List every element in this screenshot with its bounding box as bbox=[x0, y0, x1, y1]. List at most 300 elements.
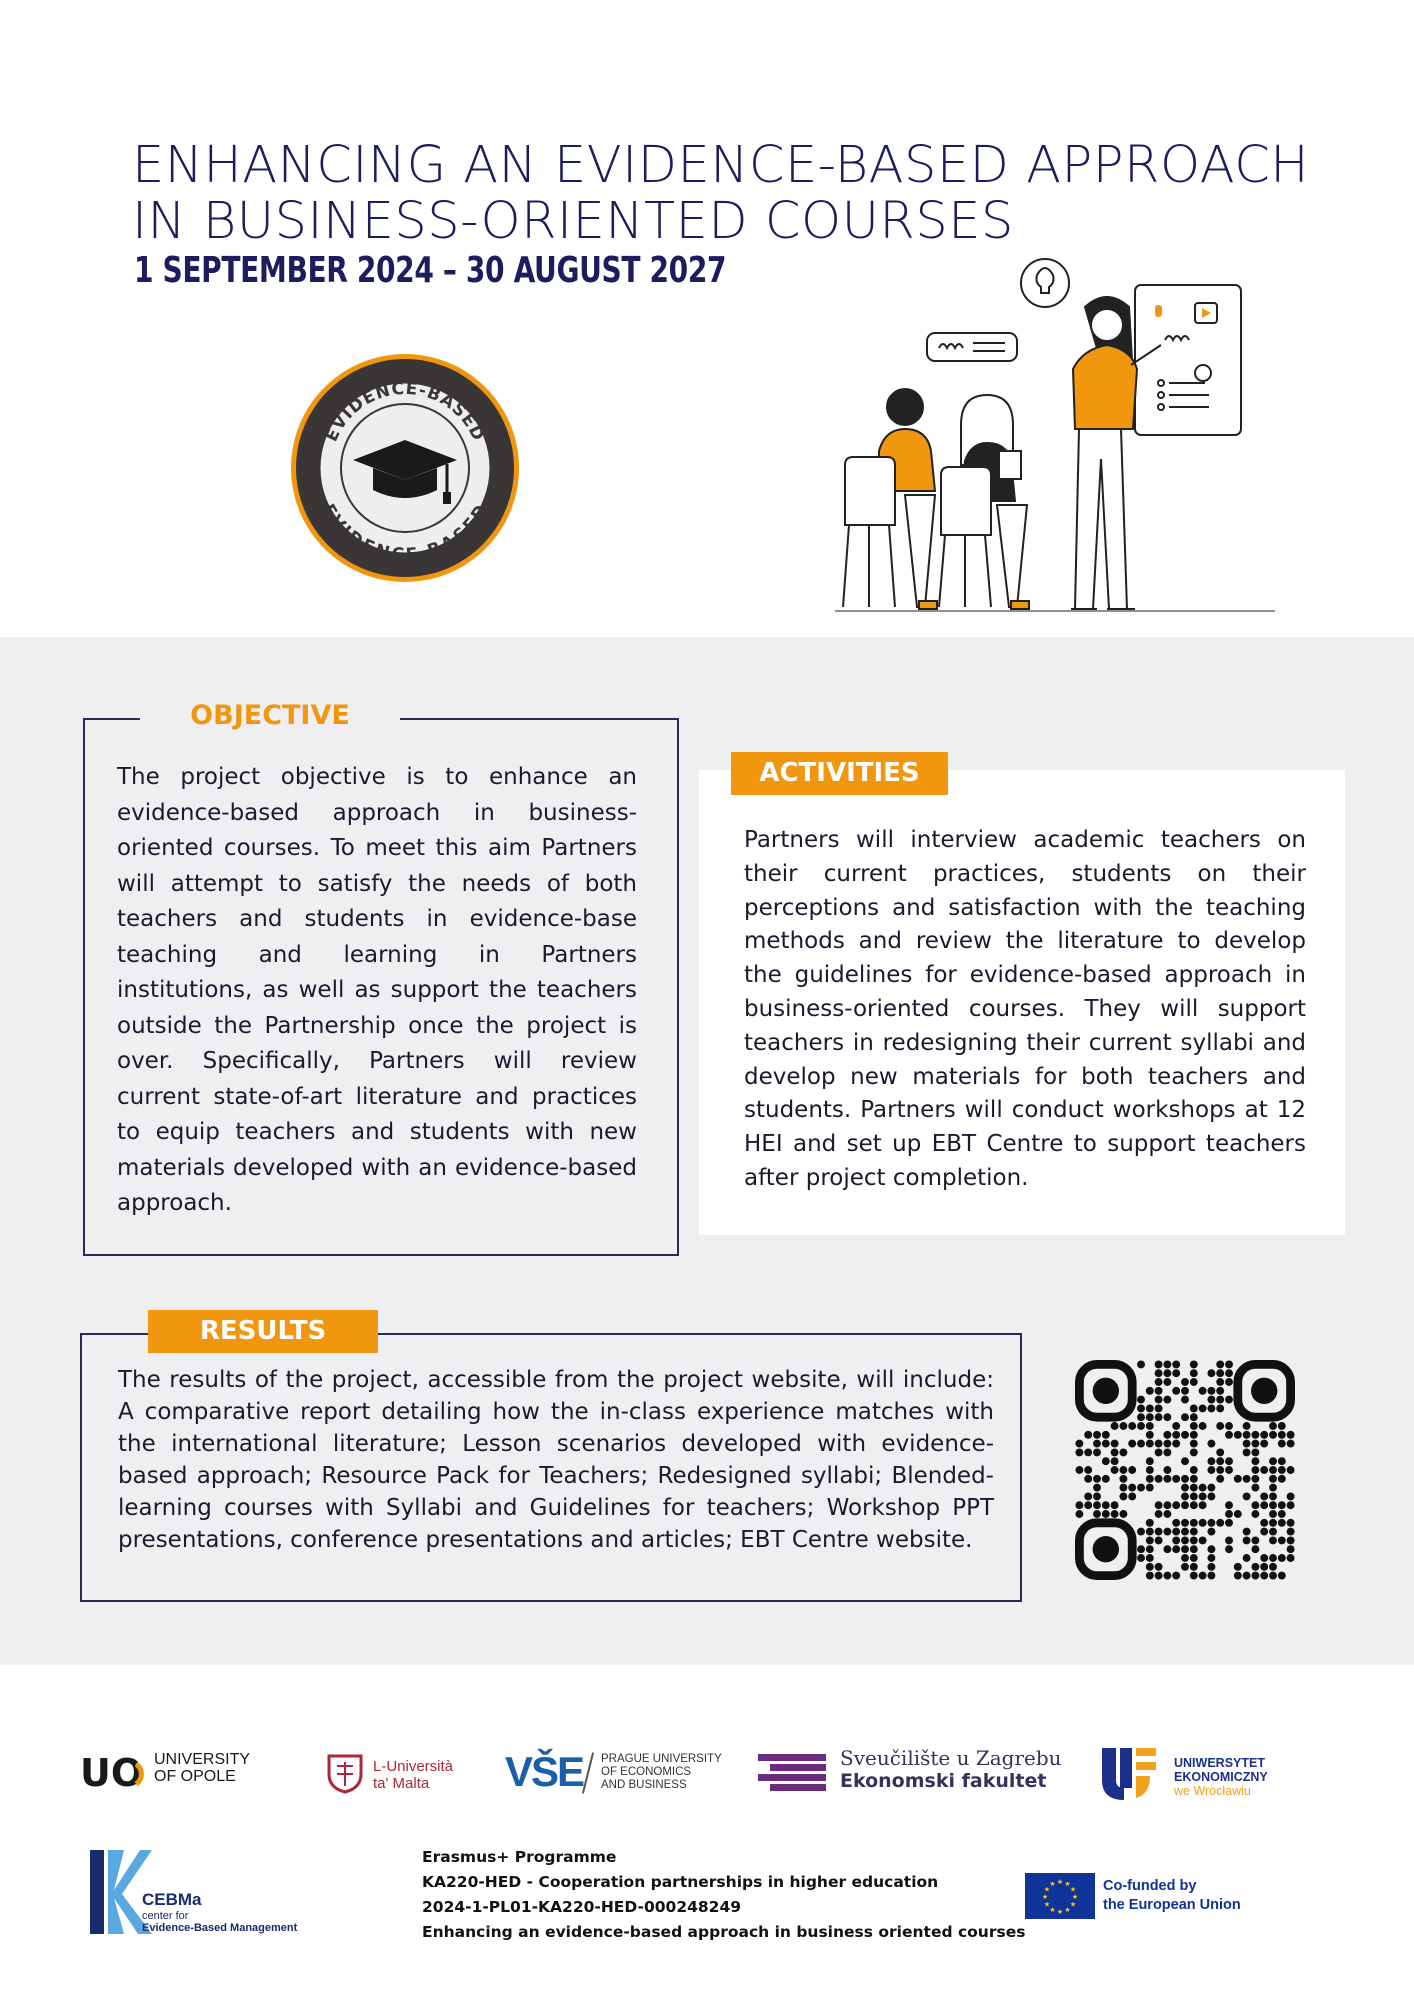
qr-module bbox=[1093, 1501, 1101, 1509]
qr-module bbox=[1269, 1528, 1277, 1536]
qr-module bbox=[1172, 1572, 1180, 1580]
qr-module bbox=[1172, 1440, 1180, 1448]
qr-module bbox=[1137, 1422, 1145, 1430]
qr-module bbox=[1163, 1378, 1171, 1386]
qr-module bbox=[1137, 1360, 1145, 1368]
qr-module bbox=[1225, 1510, 1233, 1518]
cebma-logo bbox=[90, 1848, 330, 1938]
qr-module bbox=[1102, 1475, 1110, 1483]
prague-university-logo bbox=[505, 1748, 730, 1798]
qr-module bbox=[1287, 1431, 1295, 1439]
qr-module bbox=[1225, 1369, 1233, 1377]
qr-module bbox=[1102, 1457, 1110, 1465]
project-code: 2024-1-PL01-KA220-HED-000248249 bbox=[422, 1898, 742, 1916]
qr-module bbox=[1260, 1528, 1268, 1536]
qr-module bbox=[1190, 1536, 1198, 1544]
qr-module bbox=[1243, 1554, 1251, 1562]
qr-module bbox=[1155, 1501, 1163, 1509]
qr-module bbox=[1084, 1431, 1092, 1439]
qr-module bbox=[1216, 1448, 1224, 1456]
qr-module bbox=[1243, 1536, 1251, 1544]
qr-module bbox=[1172, 1501, 1180, 1509]
eu-line-2: the European Union bbox=[1103, 1897, 1241, 1913]
qr-module bbox=[1243, 1448, 1251, 1456]
qr-module bbox=[1251, 1457, 1259, 1465]
qr-module bbox=[1234, 1475, 1242, 1483]
eu-star: ★ bbox=[1064, 1905, 1071, 1914]
qr-module bbox=[1216, 1404, 1224, 1412]
qr-module bbox=[1216, 1422, 1224, 1430]
qr-module bbox=[1102, 1431, 1110, 1439]
qr-module bbox=[1234, 1572, 1242, 1580]
qr-module bbox=[1225, 1431, 1233, 1439]
qr-module bbox=[1225, 1536, 1233, 1544]
qr-module bbox=[1190, 1431, 1198, 1439]
qr-module bbox=[1207, 1572, 1215, 1580]
qr-module bbox=[1251, 1510, 1259, 1518]
qr-module bbox=[1199, 1484, 1207, 1492]
qr-module bbox=[1278, 1457, 1286, 1465]
qr-module bbox=[1225, 1466, 1233, 1474]
qr-module bbox=[1075, 1466, 1083, 1474]
qr-module bbox=[1190, 1413, 1198, 1421]
qr-module bbox=[1119, 1475, 1127, 1483]
results-heading: RESULTS bbox=[148, 1310, 378, 1353]
qr-module bbox=[1119, 1466, 1127, 1474]
qr-module bbox=[1251, 1466, 1259, 1474]
qr-module bbox=[1146, 1545, 1154, 1553]
qr-module bbox=[1163, 1360, 1171, 1368]
qr-module bbox=[1093, 1484, 1101, 1492]
qr-module bbox=[1084, 1448, 1092, 1456]
qr-module bbox=[1278, 1572, 1286, 1580]
qr-module bbox=[1146, 1554, 1154, 1562]
qr-module bbox=[1155, 1369, 1163, 1377]
qr-module bbox=[1199, 1501, 1207, 1509]
qr-module bbox=[1075, 1448, 1083, 1456]
qr-module bbox=[1260, 1554, 1268, 1562]
qr-module bbox=[1172, 1536, 1180, 1544]
qr-module bbox=[1190, 1404, 1198, 1412]
qr-module bbox=[1190, 1440, 1198, 1448]
qr-module bbox=[1216, 1369, 1224, 1377]
qr-module bbox=[1269, 1536, 1277, 1544]
qr-module bbox=[1207, 1545, 1215, 1553]
qr-module bbox=[1084, 1466, 1092, 1474]
qr-module bbox=[1216, 1378, 1224, 1386]
qr-module bbox=[1269, 1563, 1277, 1571]
university-of-opole-logo bbox=[80, 1748, 270, 1794]
qr-module bbox=[1207, 1492, 1215, 1500]
qr-module bbox=[1146, 1431, 1154, 1439]
qr-module bbox=[1181, 1563, 1189, 1571]
qr-module bbox=[1181, 1492, 1189, 1500]
qr-module bbox=[1111, 1448, 1119, 1456]
qr-module bbox=[1225, 1360, 1233, 1368]
qr-module bbox=[1172, 1422, 1180, 1430]
qr-finder bbox=[1079, 1523, 1132, 1576]
vse-mark: VŠE bbox=[505, 1748, 584, 1795]
qr-module bbox=[1146, 1563, 1154, 1571]
qr-module bbox=[1172, 1475, 1180, 1483]
qr-module bbox=[1137, 1440, 1145, 1448]
qr-module bbox=[1251, 1563, 1259, 1571]
qr-module bbox=[1234, 1563, 1242, 1571]
qr-module bbox=[1119, 1448, 1127, 1456]
qr-module bbox=[1084, 1475, 1092, 1483]
qr-module bbox=[1269, 1501, 1277, 1509]
qr-module bbox=[1190, 1475, 1198, 1483]
qr-module bbox=[1146, 1572, 1154, 1580]
qr-module bbox=[1269, 1510, 1277, 1518]
qr-module bbox=[1146, 1528, 1154, 1536]
qr-module bbox=[1260, 1440, 1268, 1448]
qr-module bbox=[1260, 1563, 1268, 1571]
qr-module bbox=[1190, 1492, 1198, 1500]
qr-module bbox=[1146, 1457, 1154, 1465]
qr-module bbox=[1146, 1413, 1154, 1421]
qr-module bbox=[1190, 1422, 1198, 1430]
qr-module bbox=[1260, 1466, 1268, 1474]
qr-module bbox=[1181, 1528, 1189, 1536]
qr-module bbox=[1163, 1545, 1171, 1553]
cebma-line-2: Evidence-Based Management bbox=[142, 1922, 298, 1934]
qr-module bbox=[1287, 1554, 1295, 1562]
qr-module bbox=[1181, 1475, 1189, 1483]
qr-module bbox=[1287, 1536, 1295, 1544]
qr-module bbox=[1155, 1536, 1163, 1544]
malta-line-1: L-Università bbox=[373, 1758, 454, 1775]
cebma-title: CEBMa bbox=[142, 1890, 202, 1909]
objective-text: The project objective is to enhance an evidence-based approach in business-oriented courses. To meet this aim Partners will attempt to satisfy the needs of both teachers and students in evidence-base teaching and learning in Partners institutions, as well as support the teachers outside the Partnership once the project is over. Specifically, Partners will review current state-of-art literature and practices to equip teachers and students with new materials developed with an evidence-based approach. bbox=[117, 764, 637, 1216]
qr-module bbox=[1111, 1466, 1119, 1474]
qr-module bbox=[1163, 1369, 1171, 1377]
university-of-zagreb-logo bbox=[758, 1746, 1062, 1796]
qr-module bbox=[1172, 1369, 1180, 1377]
qr-module bbox=[1260, 1501, 1268, 1509]
vse-slash bbox=[582, 1752, 594, 1793]
qr-module bbox=[1093, 1431, 1101, 1439]
qr-module bbox=[1225, 1519, 1233, 1527]
qr-module bbox=[1207, 1484, 1215, 1492]
qr-module bbox=[1137, 1396, 1145, 1404]
qr-module bbox=[1102, 1440, 1110, 1448]
qr-module bbox=[1251, 1501, 1259, 1509]
qr-module bbox=[1093, 1475, 1101, 1483]
qr-module bbox=[1163, 1466, 1171, 1474]
qr-module bbox=[1163, 1396, 1171, 1404]
eu-star: ★ bbox=[1069, 1885, 1077, 1894]
qr-module bbox=[1172, 1360, 1180, 1368]
qr-module bbox=[1278, 1440, 1286, 1448]
wroclaw-line-1: UNIWERSYTET bbox=[1174, 1756, 1265, 1770]
opole-mark: UO bbox=[80, 1751, 144, 1794]
qr-module bbox=[1190, 1378, 1198, 1386]
qr-module bbox=[1137, 1554, 1145, 1562]
qr-module bbox=[1119, 1484, 1127, 1492]
eu-star: ★ bbox=[1064, 1880, 1071, 1889]
qr-module bbox=[1199, 1492, 1207, 1500]
qr-module bbox=[1207, 1440, 1215, 1448]
eu-star: ★ bbox=[1049, 1880, 1056, 1889]
qr-module bbox=[1146, 1466, 1154, 1474]
qr-module bbox=[1137, 1528, 1145, 1536]
qr-module bbox=[1190, 1466, 1198, 1474]
qr-module bbox=[1278, 1536, 1286, 1544]
classroom-illustration bbox=[835, 255, 1275, 615]
qr-module bbox=[1163, 1475, 1171, 1483]
qr-module bbox=[1128, 1422, 1136, 1430]
results-text: The results of the project, accessible from the project website, will include: A comparative report detailing how the in-class experience matches with the international literature; Lesson scenarios developed with evidence-based approach; Resource Pack for Teachers; Redesigned syllabi; Blended-learning courses with Syllabi and Guidelines for teachers; Workshop PPT presentations, conference presentations and articles; EBT Centre website. bbox=[118, 1367, 994, 1553]
qr-module bbox=[1251, 1484, 1259, 1492]
opole-line-1: UNIVERSITY bbox=[154, 1751, 251, 1768]
qr-module bbox=[1278, 1431, 1286, 1439]
qr-module bbox=[1084, 1501, 1092, 1509]
qr-module bbox=[1287, 1492, 1295, 1500]
qr-module bbox=[1251, 1448, 1259, 1456]
qr-module bbox=[1287, 1545, 1295, 1553]
qr-module bbox=[1075, 1440, 1083, 1448]
qr-module bbox=[1216, 1519, 1224, 1527]
qr-module bbox=[1225, 1396, 1233, 1404]
malta-line-2: ta' Malta bbox=[373, 1775, 430, 1792]
project-dates: 1 SEPTEMBER 2024 – 30 AUGUST 2027 bbox=[134, 250, 727, 291]
qr-module bbox=[1146, 1422, 1154, 1430]
qr-module bbox=[1075, 1501, 1083, 1509]
university-of-malta-logo bbox=[325, 1752, 485, 1798]
qr-module bbox=[1146, 1475, 1154, 1483]
qr-module bbox=[1137, 1404, 1145, 1412]
qr-module bbox=[1251, 1431, 1259, 1439]
qr-module bbox=[1119, 1492, 1127, 1500]
qr-finder bbox=[1238, 1364, 1291, 1417]
eu-star: ★ bbox=[1056, 1878, 1064, 1886]
qr-module bbox=[1207, 1369, 1215, 1377]
qr-module bbox=[1190, 1501, 1198, 1509]
qr-module bbox=[1181, 1519, 1189, 1527]
badge-text-top: EVIDENCE-BASED bbox=[321, 378, 489, 445]
qr-module bbox=[1216, 1475, 1224, 1483]
qr-module bbox=[1287, 1519, 1295, 1527]
qr-module bbox=[1155, 1448, 1163, 1456]
qr-module bbox=[1207, 1457, 1215, 1465]
zagreb-line-1: Sveučilište u Zagrebu bbox=[840, 1746, 1062, 1770]
qr-module bbox=[1181, 1545, 1189, 1553]
erasmus-info bbox=[422, 1845, 1025, 1945]
qr-module bbox=[1216, 1466, 1224, 1474]
qr-module bbox=[1190, 1448, 1198, 1456]
qr-module bbox=[1190, 1519, 1198, 1527]
qr-module bbox=[1075, 1510, 1083, 1518]
qr-module bbox=[1163, 1431, 1171, 1439]
qr-module bbox=[1269, 1554, 1277, 1562]
qr-module bbox=[1278, 1554, 1286, 1562]
qr-module bbox=[1234, 1431, 1242, 1439]
qr-module bbox=[1216, 1360, 1224, 1368]
qr-module bbox=[1181, 1457, 1189, 1465]
qr-finder bbox=[1079, 1364, 1132, 1417]
qr-module bbox=[1119, 1510, 1127, 1518]
objective-heading: OBJECTIVE bbox=[140, 700, 400, 731]
qr-module bbox=[1225, 1545, 1233, 1553]
eu-star: ★ bbox=[1049, 1905, 1056, 1914]
qr-module bbox=[1111, 1440, 1119, 1448]
qr-module bbox=[1146, 1387, 1154, 1395]
eu-flag-icon bbox=[1025, 1873, 1095, 1919]
qr-module bbox=[1128, 1440, 1136, 1448]
wroclaw-mark-icon bbox=[1100, 1744, 1160, 1802]
evidence-based-badge bbox=[289, 352, 521, 584]
eu-star: ★ bbox=[1043, 1900, 1051, 1909]
qr-module bbox=[1093, 1492, 1101, 1500]
qr-module bbox=[1199, 1422, 1207, 1430]
qr-module bbox=[1260, 1519, 1268, 1527]
qr-module bbox=[1269, 1572, 1277, 1580]
badge-text-bottom: EVIDENCE-BASED bbox=[317, 500, 493, 566]
qr-module bbox=[1111, 1510, 1119, 1518]
qr-module bbox=[1155, 1396, 1163, 1404]
activities-text: Partners will interview academic teachers on their current practices, students on their perceptions and satisfaction with the teaching methods and review the literature to develop the guidelines for evidence-based approach in business-oriented courses. They will support teachers in redesigning their current syllabi and develop new materials for both teachers and students. Partners will conduct workshops at 12 HEI and set up EBT Centre to support teachers after project completion. bbox=[744, 827, 1306, 1191]
qr-module bbox=[1225, 1457, 1233, 1465]
qr-module bbox=[1190, 1572, 1198, 1580]
qr-module bbox=[1163, 1572, 1171, 1580]
qr-module bbox=[1146, 1536, 1154, 1544]
qr-module bbox=[1102, 1510, 1110, 1518]
qr-module bbox=[1128, 1484, 1136, 1492]
qr-module bbox=[1278, 1519, 1286, 1527]
qr-module bbox=[1260, 1492, 1268, 1500]
qr-module bbox=[1190, 1369, 1198, 1377]
qr-module bbox=[1278, 1501, 1286, 1509]
qr-module bbox=[1260, 1431, 1268, 1439]
wroclaw-line-3: we Wrocławiu bbox=[1174, 1784, 1251, 1798]
activities-heading: ACTIVITIES bbox=[731, 752, 948, 795]
qr-module bbox=[1199, 1536, 1207, 1544]
qr-module bbox=[1146, 1440, 1154, 1448]
qr-module bbox=[1181, 1484, 1189, 1492]
eu-star: ★ bbox=[1041, 1893, 1049, 1901]
qr-module bbox=[1128, 1492, 1136, 1500]
qr-module bbox=[1172, 1519, 1180, 1527]
qr-module bbox=[1207, 1466, 1215, 1474]
qr-module bbox=[1269, 1422, 1277, 1430]
qr-module bbox=[1207, 1519, 1215, 1527]
qr-module bbox=[1278, 1422, 1286, 1430]
vse-line-3: AND BUSINESS bbox=[601, 1779, 687, 1791]
cebma-line-1: center for bbox=[142, 1910, 189, 1922]
qr-module bbox=[1207, 1387, 1215, 1395]
qr-module bbox=[1146, 1484, 1154, 1492]
qr-module bbox=[1181, 1396, 1189, 1404]
qr-module bbox=[1190, 1545, 1198, 1553]
qr-module bbox=[1260, 1572, 1268, 1580]
zagreb-mark-icon bbox=[758, 1750, 826, 1794]
qr-module bbox=[1128, 1466, 1136, 1474]
qr-module bbox=[1181, 1413, 1189, 1421]
qr-module bbox=[1163, 1440, 1171, 1448]
qr-module bbox=[1216, 1387, 1224, 1395]
qr-module bbox=[1199, 1572, 1207, 1580]
qr-module bbox=[1243, 1431, 1251, 1439]
qr-code[interactable] bbox=[1075, 1360, 1295, 1580]
title-line-1: ENHANCING AN EVIDENCE-BASED APPROACH bbox=[132, 136, 1310, 195]
zagreb-line-2: Ekonomski fakultet bbox=[840, 1770, 1047, 1792]
qr-module bbox=[1225, 1422, 1233, 1430]
qr-module bbox=[1093, 1510, 1101, 1518]
wroclaw-university-logo bbox=[1100, 1744, 1300, 1804]
qr-module bbox=[1163, 1448, 1171, 1456]
qr-module bbox=[1172, 1528, 1180, 1536]
qr-module bbox=[1287, 1528, 1295, 1536]
qr-module bbox=[1111, 1422, 1119, 1430]
qr-module bbox=[1269, 1457, 1277, 1465]
qr-module bbox=[1111, 1457, 1119, 1465]
qr-module bbox=[1251, 1475, 1259, 1483]
qr-module bbox=[1207, 1404, 1215, 1412]
qr-module bbox=[1243, 1528, 1251, 1536]
qr-module bbox=[1225, 1378, 1233, 1386]
qr-module bbox=[1111, 1501, 1119, 1509]
qr-module bbox=[1278, 1466, 1286, 1474]
qr-module bbox=[1269, 1484, 1277, 1492]
qr-module bbox=[1102, 1501, 1110, 1509]
qr-module bbox=[1155, 1528, 1163, 1536]
qr-module bbox=[1163, 1413, 1171, 1421]
qr-module bbox=[1190, 1484, 1198, 1492]
eu-star: ★ bbox=[1069, 1900, 1077, 1909]
qr-module bbox=[1155, 1413, 1163, 1421]
qr-module bbox=[1172, 1545, 1180, 1553]
qr-module bbox=[1199, 1387, 1207, 1395]
action-label: KA220-HED - Cooperation partnerships in higher education bbox=[422, 1873, 939, 1891]
qr-module bbox=[1155, 1387, 1163, 1395]
qr-module bbox=[1155, 1360, 1163, 1368]
qr-module bbox=[1269, 1466, 1277, 1474]
qr-module bbox=[1190, 1563, 1198, 1571]
qr-module bbox=[1207, 1528, 1215, 1536]
qr-module bbox=[1172, 1387, 1180, 1395]
qr-module bbox=[1181, 1536, 1189, 1544]
qr-module bbox=[1287, 1440, 1295, 1448]
qr-module bbox=[1093, 1440, 1101, 1448]
qr-module bbox=[1146, 1519, 1154, 1527]
qr-module bbox=[1278, 1510, 1286, 1518]
qr-module bbox=[1155, 1378, 1163, 1386]
qr-module bbox=[1137, 1484, 1145, 1492]
qr-module bbox=[1181, 1387, 1189, 1395]
qr-module bbox=[1225, 1501, 1233, 1509]
qr-module bbox=[1155, 1475, 1163, 1483]
qr-module bbox=[1155, 1563, 1163, 1571]
title-line-2: IN BUSINESS-ORIENTED COURSES bbox=[132, 192, 1014, 251]
qr-module bbox=[1199, 1519, 1207, 1527]
qr-module bbox=[1251, 1440, 1259, 1448]
qr-module bbox=[1243, 1475, 1251, 1483]
qr-module bbox=[1251, 1572, 1259, 1580]
opole-mark-icon bbox=[80, 1748, 150, 1794]
qr-module bbox=[1190, 1360, 1198, 1368]
qr-module bbox=[1207, 1563, 1215, 1571]
qr-module bbox=[1287, 1466, 1295, 1474]
qr-module bbox=[1155, 1404, 1163, 1412]
qr-module bbox=[1207, 1554, 1215, 1562]
malta-shield-icon bbox=[325, 1752, 365, 1794]
vse-line-2: OF ECONOMICS bbox=[601, 1766, 692, 1778]
qr-module bbox=[1199, 1404, 1207, 1412]
qr-module bbox=[1137, 1413, 1145, 1421]
qr-module bbox=[1278, 1475, 1286, 1483]
qr-module bbox=[1146, 1404, 1154, 1412]
